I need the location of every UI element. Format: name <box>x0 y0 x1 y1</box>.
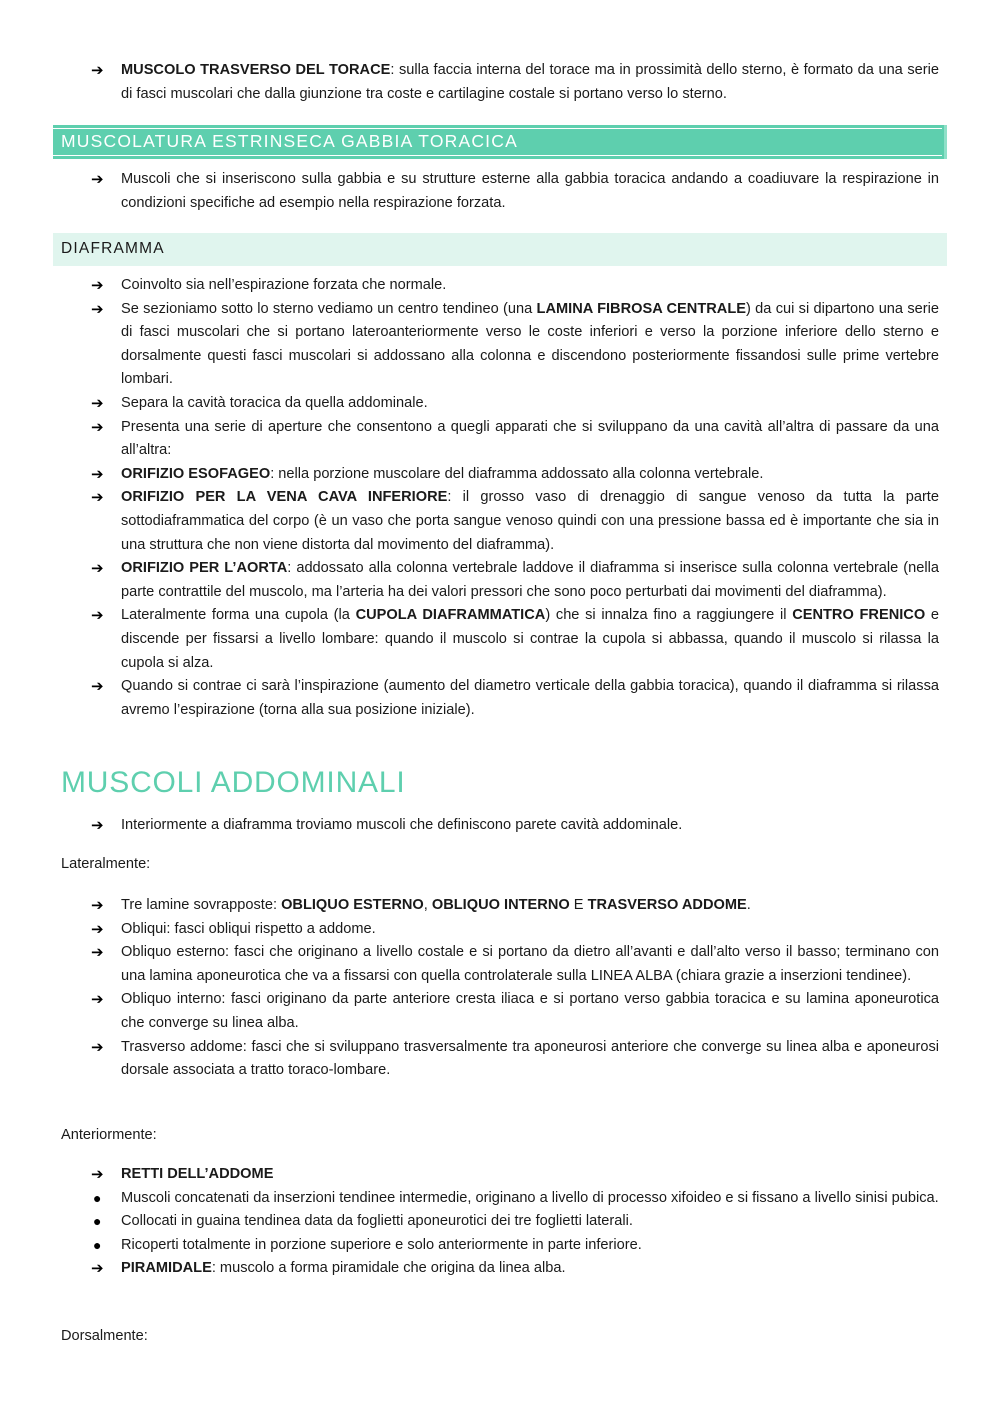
dot-bullet-icon: ● <box>93 1189 102 1206</box>
section-heading-diaframma: DIAFRAMMA <box>53 233 947 266</box>
addominali-intro-list <box>0 814 1000 838</box>
arrow-bullet-icon: ➔ <box>91 817 104 834</box>
list-item: ● Muscoli concatenati da inserzioni tendinee intermedie, originano a livello di processo xifoideo e si fissano a livello sinisi pubica. <box>0 1187 1000 1211</box>
list-item: ➔ Muscoli che si inseriscono sulla gabbia e su strutture esterne alla gabbia toracica andando a coadiuvare la respirazione in condizioni specifiche ad esempio nella respirazione forzata. <box>0 168 1000 215</box>
section-heading-addominali: MUSCOLI ADDOMINALI <box>61 766 406 799</box>
arrow-bullet-icon: ➔ <box>91 944 104 962</box>
list-item: ➔ Presenta una serie di aperture che consentono a quegli apparati che si sviluppano da una cavità all’altra di passare da una all’altra: <box>0 416 1000 463</box>
list-item: ➔ Obliquo esterno: fasci che originano a livello costale e si portano da dietro all’avanti e dall’alto verso il basso; terminano con una lamina aponeurotica che va a fissarsi con quella controlaterale sulla LINEA ALBA (chiara grazie a inserzioni tendinee). <box>0 941 1000 988</box>
list-item: ➔ Se sezioniamo sotto lo sterno vediamo un centro tendineo (una LAMINA FIBROSA CENTRALE) da cui si dipartono una serie di fasci muscolari che si portano lateroanteriormente verso le coste inferiori e verso la porzione inferiore dello sterno e dorsalmente questi fasci muscolari si addossano alla colonna e discendono posteriormente fissandosi sulle prime vertebre lombari. <box>0 298 1000 392</box>
list-item: ➔ PIRAMIDALE: muscolo a forma piramidale che origina da linea alba. <box>0 1257 1000 1281</box>
list-item: ➔ Trasverso addome: fasci che si sviluppano trasversalmente tra aponeurosi anteriore che converge su linea alba e aponeurosi dorsale associata a tratto toraco-lombare. <box>0 1036 1000 1083</box>
list-item: ➔ Lateralmente forma una cupola (la CUPOLA DIAFRAMMATICA) che si innalza fino a raggiungere il CENTRO FRENICO e discende per fissarsi a livello lombare: quando il muscolo si contrae la cupola si abbassa, quando il muscolo si rilassa la cupola si alza. <box>0 604 1000 675</box>
list-item: ➔ Obliquo interno: fasci originano da parte anteriore cresta iliaca e si portano verso gabbia toracica e su lamina aponeurotica che converge su linea alba. <box>0 988 1000 1035</box>
list-item: ● Ricoperti totalmente in porzione superiore e solo anteriormente in parte inferiore. <box>0 1234 1000 1258</box>
list-item: ➔ RETTI DELL’ADDOME <box>0 1163 1000 1187</box>
dot-bullet-icon: ● <box>93 1236 102 1253</box>
arrow-bullet-icon: ➔ <box>91 1260 104 1278</box>
list-item: ➔ ORIFIZIO PER L’AORTA: addossato alla colonna vertebrale laddove il diaframma si inserisce sulla colonna vertebrale (nella parte contrattile del muscolo, ma l’arteria ha dei valori pressori che sono poco perturbati dai movimenti del diaframma). <box>0 557 1000 604</box>
list-item: ➔ Obliqui: fasci obliqui rispetto a addome. <box>0 918 1000 942</box>
arrow-bullet-icon: ➔ <box>91 62 104 79</box>
arrow-bullet-icon: ➔ <box>91 897 104 914</box>
top-item-block <box>0 59 1000 106</box>
arrow-bullet-icon: ➔ <box>91 300 104 318</box>
list-item: ➔ ORIFIZIO PER LA VENA CAVA INFERIORE: il grosso vaso di drenaggio di sangue venoso da tutta la parte sottodiaframmatica del corpo (è un vaso che porta sangue venoso quindi con una pressione bassa ed è importante che sia in una struttura che non viene distorta dal movimento del diaframma). <box>0 486 1000 557</box>
list-item: ➔ Coinvolto sia nell’espirazione forzata che normale. <box>0 274 1000 298</box>
list-item: ➔ Tre lamine sovrapposte: OBLIQUO ESTERNO, OBLIQUO INTERNO E TRASVERSO ADDOME. <box>0 894 1000 918</box>
dorsal-label: Dorsalmente: <box>61 1328 148 1344</box>
arrow-bullet-icon: ➔ <box>91 1038 104 1056</box>
arrow-bullet-icon: ➔ <box>91 607 104 625</box>
arrow-bullet-icon: ➔ <box>91 1166 104 1183</box>
list-item: ➔ Separa la cavità toracica da quella addominale. <box>0 392 1000 416</box>
diaframma-list <box>0 274 1000 722</box>
anterior-list <box>0 1163 1000 1281</box>
anterior-label: Anteriormente: <box>61 1127 157 1143</box>
arrow-bullet-icon: ➔ <box>91 465 104 483</box>
list-item: ➔ ORIFIZIO ESOFAGEO: nella porzione muscolare del diaframma addossato alla colonna vertebrale. <box>0 463 1000 487</box>
arrow-bullet-icon: ➔ <box>91 678 104 696</box>
arrow-bullet-icon: ➔ <box>91 920 104 938</box>
list-item: ➔ Quando si contrae ci sarà l’inspirazione (aumento del diametro verticale della gabbia toracica), quando il diaframma si rilassa avremo l’espirazione (torna alla sua posizione iniziale). <box>0 675 1000 722</box>
list-item: ● Collocati in guaina tendinea data da foglietti aponeurotici dei tre foglietti laterali. <box>0 1210 1000 1234</box>
list-item: ➔ Interiormente a diaframma troviamo muscoli che definiscono parete cavità addominale. <box>0 814 1000 838</box>
list-item: ➔ MUSCOLO TRASVERSO DEL TORACE: sulla faccia interna del torace ma in prossimità dello sterno, è formato da una serie di fasci muscolari che dalla giunzione tra coste e cartilagine costale si portano verso lo sterno. <box>0 59 1000 106</box>
arrow-bullet-icon: ➔ <box>91 171 104 188</box>
lateral-list <box>0 894 1000 1083</box>
estrinseca-list <box>0 168 1000 215</box>
arrow-bullet-icon: ➔ <box>91 394 104 412</box>
lateral-label: Lateralmente: <box>61 856 151 872</box>
dot-bullet-icon: ● <box>93 1213 102 1230</box>
arrow-bullet-icon: ➔ <box>91 489 104 507</box>
arrow-bullet-icon: ➔ <box>91 991 104 1009</box>
section-heading-estrinseca: MUSCOLATURA ESTRINSECA GABBIA TORACICA <box>53 125 947 159</box>
arrow-bullet-icon: ➔ <box>91 277 104 294</box>
arrow-bullet-icon: ➔ <box>91 418 104 436</box>
arrow-bullet-icon: ➔ <box>91 560 104 578</box>
